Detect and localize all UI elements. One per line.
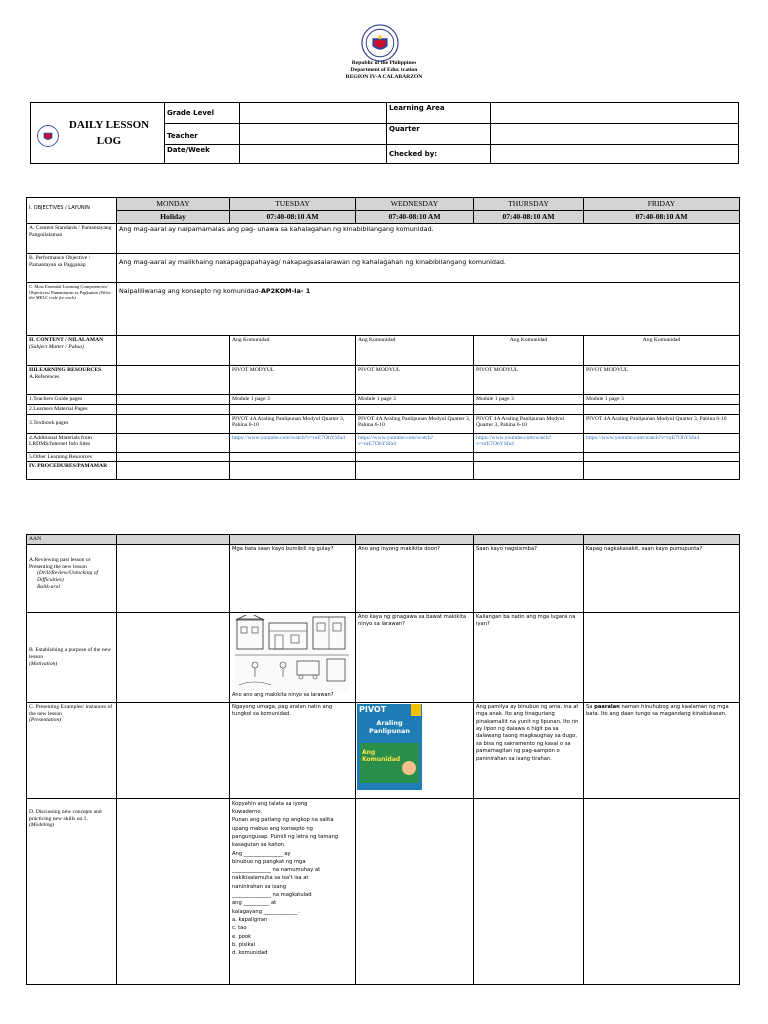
grade-level-value[interactable]	[240, 103, 387, 124]
am-monday	[117, 433, 230, 452]
content-standards-text: Ang mag-aaral ay naipamamalas ang pag- unawa sa kahalagahan ng kinabibilangang komunidad.	[117, 224, 740, 254]
presentation-label	[27, 702, 117, 798]
modeling-line: b. pisikal	[232, 941, 256, 948]
melc-code: AP2KOM-Ia- 1	[260, 287, 311, 295]
tg-tuesday: Module 1 page 3	[230, 395, 356, 405]
objectives-heading: I. OBJECTIVES / LAYUNIN	[27, 198, 117, 224]
tb-wednesday: PIVOT 4A Araling Panlipunan Modyul Quarter 3, Pahina 6-10	[356, 414, 474, 433]
presentation-tuesday: Ngayong umaga, pag aralan natin ang tungkol sa komunidad.	[230, 702, 356, 798]
procedures-table	[26, 534, 740, 985]
module-cover-title: PIVOT	[359, 704, 387, 714]
content-friday: Ang Komunidad	[584, 336, 740, 366]
content-thursday: Ang Komunidad	[474, 336, 584, 366]
module-cover-subject-2: Panlipunan	[369, 726, 410, 735]
proc-tuesday	[230, 462, 356, 480]
teacher-label: Teacher	[165, 124, 240, 145]
performance-objective-label: B. Performance Objective / Pamantayan sa Pagganap	[27, 254, 117, 283]
modeling-line: upang mabuo ang konsepto ng	[232, 825, 313, 832]
content-monday	[117, 336, 230, 366]
modeling-line: nakikisalamuha sa isa't isa at	[232, 875, 309, 882]
modeling-line: Punan ang patlang ng angkop na salita	[232, 817, 334, 824]
review-tuesday: Mga bata saan kayo bumibili ng gulay?	[230, 544, 356, 612]
grade-badge-icon	[411, 704, 421, 716]
motivation-label-sub: (Motivation)	[29, 660, 58, 667]
review-label-sub: (Drill/Review/Unlocking of Difficulties)	[37, 570, 99, 584]
presentation-label-text: C. Presenting Examples/ instances of the new lesson	[29, 703, 113, 717]
references-label: A.References	[29, 373, 60, 380]
lm-wednesday	[356, 404, 474, 414]
tb-thursday: PIVOT 4A Araling Panlipunan Modyul Quarter 3, Pahina 6-10	[474, 414, 584, 433]
modeling-line: c. tao	[232, 925, 247, 932]
youtube-link-wednesday[interactable]: https://www.youtube.com/watch?v=nrE7OhYSfa4	[356, 433, 474, 452]
presentation-thursday: Ang pamilya ay binubuo ng ama, ina at mga anak. Ito ang tinaguriang pinakamaliit na yunit ng lipunan. Ito rin ay lipon ng dalawa o higit pa sa dalawang taong magkaugnay sa dugo, sa bisa ng sakramento ng kasal o sa pamamagitan ng pag-aampon o paninirahan sa isang tirahan.	[474, 702, 584, 798]
proc-head-friday	[584, 535, 740, 545]
other-resources-label: 5.Other Learning Resources	[27, 452, 117, 462]
tg-wednesday: Module 1 page 3	[356, 395, 474, 405]
modeling-line: kuwaderno.	[232, 809, 263, 816]
presentation-label-sub: (Presentation)	[29, 717, 62, 724]
modeling-line: d. komunidad	[232, 950, 268, 957]
youtube-link-thursday[interactable]: https://www.youtube.com/watch?v=nrE7OhYSfa4	[474, 433, 584, 452]
modeling-line: ang __________ at	[232, 900, 277, 907]
teacher-value[interactable]	[240, 124, 387, 145]
review-monday	[117, 544, 230, 612]
lm-tuesday	[230, 404, 356, 414]
presentation-wednesday	[356, 702, 474, 798]
tb-tuesday: PIVOT 4A Araling Panlipunan Modyul Quarter 3, Pahina 6-10	[230, 414, 356, 433]
deped-seal-logo	[361, 24, 399, 62]
day-header-wednesday: WEDNESDAY	[356, 198, 474, 211]
proc-monday	[117, 462, 230, 480]
day-header-monday: MONDAY	[117, 198, 230, 211]
learners-material-label: 2.Learners Material Pages	[27, 404, 117, 414]
motivation-label-text: B. Establishing a purpose of the new lesson	[29, 647, 112, 660]
grade-level-label: Grade Level	[165, 103, 240, 124]
modeling-line: kasagutan sa kahon.	[232, 842, 286, 849]
melc-text	[117, 283, 740, 336]
motivation-tuesday	[230, 612, 356, 702]
modeling-line: pangungusap. Pumili ng letra ng tamang	[232, 833, 339, 840]
youtube-link-tuesday[interactable]: https://www.youtube.com/watch?v=nrE7OhYSfa4	[230, 433, 356, 452]
content-label	[27, 336, 117, 366]
dll-title: DAILY LESSON LOG	[68, 119, 150, 147]
melc-text-body: Naipaliliwanag ang konsepto ng komunidad-	[119, 287, 261, 295]
melc-label	[27, 283, 117, 336]
proc-head-tuesday	[230, 535, 356, 545]
lm-friday	[584, 404, 740, 414]
review-thursday: Saan kayo nagsisimba?	[474, 544, 584, 612]
other-friday	[584, 452, 740, 462]
modyul-wednesday: PIVOT MODYUL	[356, 366, 474, 395]
learning-area-value[interactable]	[491, 103, 739, 124]
other-wednesday	[356, 452, 474, 462]
date-week-label: Date/Week	[165, 145, 240, 164]
child-figure-icon	[402, 761, 416, 775]
youtube-link-friday[interactable]: https://www.youtube.com/watch?v=nrE7OhYSfa4	[584, 433, 740, 452]
modeling-label-text: D. Discussing new concepts and practicing new skills no.1.	[29, 808, 102, 822]
tg-thursday: Module 1 page 3	[474, 395, 584, 405]
proc-wednesday	[356, 462, 474, 480]
other-tuesday	[230, 452, 356, 462]
motivation-label	[27, 612, 117, 702]
dll-title-cell	[31, 103, 165, 164]
review-wednesday: Ano ang inyong makikita doon?	[356, 544, 474, 612]
content-label-text: II. CONTENT / NILALAMAN	[29, 337, 104, 343]
melc-label-note: (Write the MELC code for each)	[29, 289, 111, 301]
time-friday: 07:40-08:10 AM	[584, 211, 740, 224]
tb-friday: PIVOT 4A Araling Panlipunan Modyul Quarter 3, Pahina 6-10	[584, 414, 740, 433]
review-label	[27, 544, 117, 612]
header-department: Department of Educ tcation	[350, 67, 418, 73]
modeling-wednesday	[356, 798, 474, 984]
header-republic: Republic of the Philippines	[351, 60, 417, 66]
content-label-sub: (Subject Matter / Paksa)	[29, 343, 84, 350]
modeling-line: _______________ na magkatulad	[232, 892, 312, 899]
proc-head-thursday	[474, 535, 584, 545]
modyul-friday: PIVOT MODYUL	[584, 366, 740, 395]
modeling-line: _______________ na namumuhay at	[232, 867, 321, 874]
modeling-line: kalagayang _____________.	[232, 908, 300, 915]
quarter-label: Quarter	[387, 124, 491, 145]
motivation-caption: Ano ano ang makikita ninyo sa larawan?	[232, 691, 334, 698]
motivation-wednesday: Ano kaya ng ginagawa sa bawat makikita ninyo sa larawan?	[356, 612, 474, 702]
modeling-monday	[117, 798, 230, 984]
review-label-balik: Balik-aral	[37, 583, 60, 590]
motivation-monday	[117, 612, 230, 702]
day-header-friday: FRIDAY	[584, 198, 740, 211]
other-monday	[117, 452, 230, 462]
teachers-guide-label: 1.Teachers Guide pages	[27, 395, 117, 405]
lm-thursday	[474, 404, 584, 414]
review-friday: Kapag nagkakasakit, saan kayo pumupunta?	[584, 544, 740, 612]
module-cover-image	[356, 703, 474, 798]
review-label-text: A.Reviewing past lesson or Presenting the new lesson	[29, 556, 91, 570]
modeling-line: e. pook	[232, 933, 252, 940]
textbook-pages-label: 3.Textbook pages	[27, 414, 117, 433]
performance-objective-text: Ang mag-aaral ay malikhaing nakapagpapahayag/ nakapagsasalarawan ng kahalagahan ng kinabibilangang komunidad.	[117, 254, 740, 283]
quarter-value[interactable]	[491, 124, 739, 145]
learning-resources-title: IIILEARNING RESOURCES	[29, 367, 102, 373]
presentation-friday-b: naman hinuhubog ang kaalaman ng mga bata. Ito ang daan tungo sa magandang kinabukasan.	[586, 703, 729, 718]
day-header-thursday: THURSDAY	[474, 198, 584, 211]
time-wednesday: 07:40-08:10 AM	[356, 211, 474, 224]
learning-resources-label	[27, 366, 117, 395]
checked-by-label: Checked by:	[387, 145, 491, 164]
modeling-line: binubuo ng pangkat ng mga	[232, 858, 306, 865]
modeling-label-sub: (Modeling)	[29, 822, 55, 829]
time-monday: Holiday	[117, 211, 230, 224]
procedures-cont-label: AAN	[27, 535, 117, 545]
time-thursday: 07:40-08:10 AM	[474, 211, 584, 224]
modeling-line: Ang _______________ ay	[232, 850, 291, 857]
modeling-line: naninirahan sa isang	[232, 883, 287, 890]
day-header-tuesday: TUESDAY	[230, 198, 356, 211]
learning-area-label: Learning Area	[387, 103, 491, 124]
content-standards-label: A. Content Standards / Pamantayang Pangnilalaman	[27, 224, 117, 254]
modeling-label	[27, 798, 117, 984]
module-cover-subject-1: Araling	[376, 718, 403, 727]
presentation-monday	[117, 702, 230, 798]
proc-head-wednesday	[356, 535, 474, 545]
content-tuesday: Ang Komunidad	[230, 336, 356, 366]
other-thursday	[474, 452, 584, 462]
modeling-line: Kopyahin ang talata sa iyong	[232, 800, 308, 807]
objectives-table	[26, 197, 740, 480]
presentation-friday-paaralan: paaralan	[594, 703, 620, 710]
modeling-line: a. kapaligiran	[232, 916, 268, 923]
tg-friday: Module 1 page 3	[584, 395, 740, 405]
modeling-friday	[584, 798, 740, 984]
resources-monday	[117, 366, 230, 395]
header-region: REGION IV-A CALABARZON	[345, 74, 423, 80]
proc-friday	[584, 462, 740, 480]
checked-by-value[interactable]	[491, 145, 739, 164]
date-week-value[interactable]	[240, 145, 387, 164]
modyul-tuesday: PIVOT MODYUL	[230, 366, 356, 395]
module-cover-topic: Ang Komunidad	[362, 748, 401, 763]
modeling-thursday	[474, 798, 584, 984]
additional-materials-label: 4.Additional Materials from LRDMS/Internet Info Sites	[27, 433, 117, 452]
melc-label-text: C. Most Essential Learning Competencies/ Objectives/ Pamantayan sa Pagkatuto	[29, 284, 108, 295]
time-tuesday: 07:40-08:10 AM	[230, 211, 356, 224]
lm-monday	[117, 404, 230, 414]
tb-monday	[117, 414, 230, 433]
modyul-thursday: PIVOT MODYUL	[474, 366, 584, 395]
motivation-friday	[584, 612, 740, 702]
content-wednesday: Ang Komunidad	[356, 336, 474, 366]
presentation-friday	[584, 702, 740, 798]
presentation-friday-a: Sa	[586, 703, 595, 710]
lesson-info-table	[30, 102, 739, 164]
proc-head-monday	[117, 535, 230, 545]
procedures-label: IV. PROCEDURES/PAMAMAR	[27, 462, 117, 480]
motivation-thursday: Kailangan ba natin ang mga lugara na iyan?	[474, 612, 584, 702]
community-illustration-image	[235, 615, 349, 691]
modeling-tuesday	[230, 798, 356, 984]
tg-monday	[117, 395, 230, 405]
proc-thursday	[474, 462, 584, 480]
deped-small-seal-logo	[37, 125, 59, 147]
